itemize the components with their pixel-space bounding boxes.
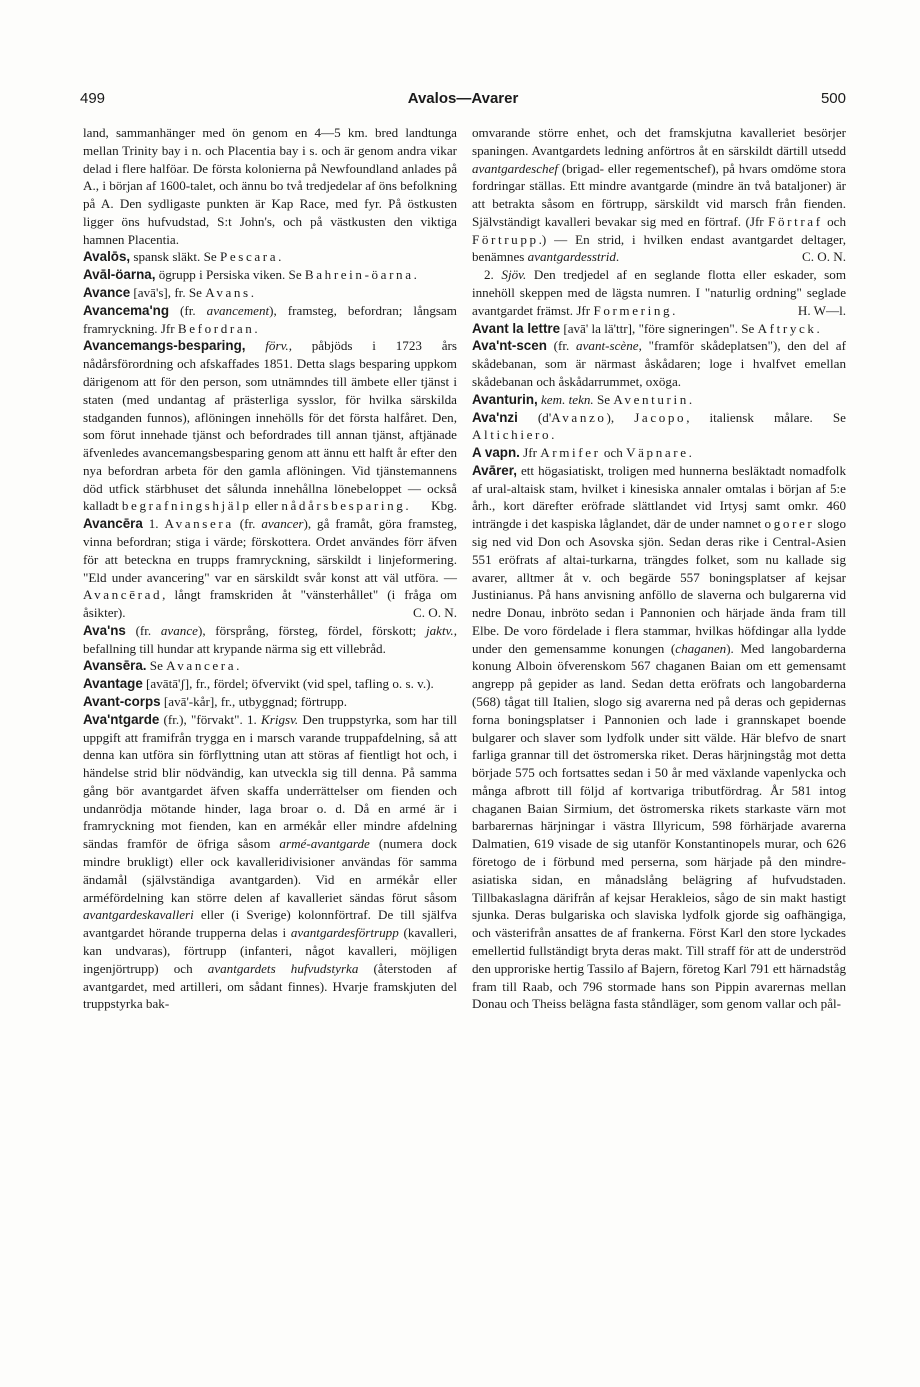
entry-avans: Ava'ns (fr. avance), försprång, försteg, fördel, förskott; jaktv., befallning till hundar att krypande närma sig ett villebråd.	[83, 622, 457, 656]
cross-reference: Avancērad	[83, 587, 163, 603]
entry-avanturin: Avanturin, kem. tekn. Se Aventurin.	[472, 391, 693, 407]
continued-paragraph: land, sammanhänger med ön genom en 4—5 km. bred landtunga mellan Trinity bay i n. och Placentia bay i s. och är genom andra vikar delad i flere halföar. De första kolonierna på Newfoundland anlades på A., i början af 1600-talet, och ännu bo två tredjedelar af öns befolkning på A. Den sydligaste punkten är Kap Race, med fyr. På östkusten ligger öns hufvudstad, S:t John's, och på västkusten den viktiga hamnen Placentia.	[83, 125, 457, 247]
page-number-left: 499	[80, 90, 106, 107]
cross-reference: Förtrupp	[472, 231, 539, 247]
headword: Avanturin,	[472, 391, 538, 407]
cross-reference: Befordran	[177, 320, 255, 336]
cross-reference: ogorer	[764, 516, 815, 532]
entry-avantage: Avantage [avātā'ʃ], fr., fördel; öfvervikt (vid spel, tafling o. s. v.).	[83, 676, 434, 692]
cross-reference: Pescara	[219, 249, 279, 265]
entry-avance: Avance [avā's], fr. Se Avans.	[83, 285, 255, 301]
cross-reference: nådårsbesparing	[281, 498, 406, 514]
entry-avancemang: Avancema'ng (fr. avancement), framsteg, befordran; långsam framryckning. Jfr Befordran.	[83, 302, 457, 336]
cross-reference: Väpnare	[626, 445, 689, 461]
cross-reference: Avansera	[164, 516, 234, 532]
entry-a-vapn: A vapn. Jfr Armifer och Väpnare.	[472, 445, 692, 461]
cross-reference: Altichiero	[472, 427, 552, 443]
entry-avantgarde: Ava'ntgarde (fr.), "förvakt". 1. Krigsv. Den truppstyrka, som har till uppgift att framifrån trygga en i marsch varande truppafdelning, så att denna kan utföra sin förflyttning utan att störas af fientligt hot och, i händelse strid blir nödvändig, kan utveckla sig till denna. På samma gång bör avantgardet äfven skaffa underrättelser om fienden och undanrödja mötande hinder, laga broar o. d. Då en armé är i framryckning mot fienden, kan en armékår eller mindre afdelning sändas framför de öfriga såsom armé-avantgarde (numera dock mindre brukligt) eller ock kavalleridivisioner användas för samma ändamål (självständiga avantgarden). Vid en armékår eller arméfördelning kan större delen af kavalleriet sändas förut såsom avantgardeskavalleri eller (i Sverige) kolonnförtraf. De till själfva avantgardet hörande trupperna delas i avantgardesförtrupp (kavalleri, kan undvaras), förtrupp (infanteri, något kavalleri, möjligen ingenjörtrupp) och avantgardets hufvudstyrka (återstoden af avantgardet, med artilleri, om sådant finnes). Hvarje framskjuten del truppstyrka bak-	[83, 711, 457, 1012]
headword: Avāl-öarna,	[83, 267, 156, 283]
cross-reference: Avanzo	[551, 409, 607, 425]
headword: Avant la lettre	[472, 320, 561, 336]
headword: Avancemangs-besparing,	[83, 338, 246, 354]
continued-paragraph: omvarande större enhet, och det framskjutna kavalleriet besörjer spaningen. Avantgardets ledning anförtros åt en särskildt därtill utsedd avantgardeschef (brigad- eller regementschef), på hvars omdöme stora fordringar ställas. Ett mindre avantgarde (mindre än två bataljoner) är att betrakta såsom en förtrupp, särskildt vid marsch från fienden. Självständigt kavalleri bevakar sig med en förtraf. (Jfr Förtraf och Förtrupp.) — En strid, i hvilken endast avantgardet deltager, benämnes avantgardesstrid. C. O. N.	[472, 125, 847, 265]
cross-reference: Avans	[205, 285, 251, 301]
sense-sjov: 2. Sjöv. Den tredjedel af en seglande flotta eller eskader, som innehöll skeppen med de lägsta numren. I "naturlig ordning" seglade avantgardet främst. Jfr Formering. H. W—l.	[472, 267, 847, 318]
headword: Ava'ntgarde	[83, 711, 160, 727]
entry-avanzi: Ava'nzi (d'Avanzo), Jacopo, italiensk målare. Se Altichiero.	[472, 409, 846, 443]
entry-avant-corps: Avant-corps [avā'-kår], fr., utbyggnad; förtrupp.	[83, 694, 347, 709]
headword: Avansēra.	[83, 658, 147, 674]
cross-reference: Bahrein-öarna	[304, 267, 414, 283]
entry-avancemangs-besparing: Avancemangs-besparing, förv., påbjöds i 1723 års nådårsförordning och afskaffades 1851. Detta slags besparing uppkom därigenom att för den person, som utnämndes till ämbete eller tjänst i staten (med undantag af prästerliga sysslor, för hvilka särskilda stadganden funnos), aflöningen innehölls för det första halfåret. Den, som förut innehade tjänst och befordrades till annan tjänst, aftjänade äfvenledes avancemangsbesparing genom att ännu ett halft år efter den nya befordran arbeta för den gamla aflöningen. Vid tjänstemannens död utfick stärbhuset det sålunda innehållna lönebeloppet — också kalladt begrafningshjälp eller nådårsbesparing. Kbg.	[83, 338, 457, 514]
headword: Avant-corps	[83, 694, 161, 709]
entry-avancera: Avancēra 1. Avansera (fr. avancer), gå framåt, göra framsteg, vinna befordran; stiga i värde; förskottera. Ordet användes förr äfven för att beteckna en trupps framryckning, särskildt i linjeformering. "Eld under avancering" var en särskildt svår konst att väl utföra. — Avancērad, långt framskriden åt "vänsterhållet" (i fråga om åsikter). C. O. N.	[83, 516, 458, 621]
author-signature: C. O. N.	[412, 605, 457, 621]
entry-avalos: Avalōs, spansk släkt. Se Pescara.	[83, 249, 282, 265]
headword: Avantage	[83, 676, 143, 692]
author-signature: H. W—l.	[797, 302, 846, 318]
headword: Avance	[83, 285, 131, 301]
cross-reference: begrafningshjälp	[121, 498, 252, 514]
left-column	[83, 124, 457, 1013]
headword: A vapn.	[472, 445, 520, 461]
entry-aval-oarna: Avāl-öarna, ögrupp i Persiska viken. Se Bahrein-öarna.	[83, 267, 417, 283]
running-head: Avalos—Avarer	[407, 90, 519, 107]
entry-avarer: Avārer, ett högasiatiskt, troligen med hunnerna besläktadt nomadfolk af ural-altaisk stam, hvilket i kinesiska annaler omtalas i början af 5:e årh., kort därefter eröfrade slättlandet vid Irtysj samt omkr. 460 inträngde i det kaspiska låglandet, där de under namnet ogorer slogo sig ned vid Don och Asovska sjön. Sedan deras rike i Central-Asien 551 eröfrats af altai-turkarna, trängdes folket, som nu kallade sig avarer, alltmer åt v. och begärde 557 boningsplatser af kejsar Justinianus. På hans anvisning anföllo de slaverna och bulgarerna vid nedre Donau, inbröto sedan i Pannonien och härjade ända fram till Elbe. De voro fördelade i flera stammar, hvilkas höfdingar alla lydde under den gemensamme konungen (chaganen). Med langobarderna konung Alboin öfverenskom 567 chaganen Baian om ett gemensamt angrepp på gepider as land. Sedan detta eröfrats och langobarderna (568) tågat till Italien, slogo sig avarerna ned på deras och gepidernas forna boningsplatser i Pannonien och lade i grannskapet boende bulgarer och slaver som lydfolk under sitt välde. Här blefvo de snart farliga grannar till det östromerska riket. Deras härjningståg mot detta började 575 och fortsattes sedan i 50 år med växlande vapenlycka och många afbrott till följd af kortvariga tributfördrag. År 581 intog chaganen Baian Sirmium, det östromerska rikets starkaste värn mot barbarernas härjningar i västra Illyricum, 598 förhärjade avarerna Dalmatien, 619 visade de sig utanför Konstantinopels murar, och 626 företogo de i förbund med perserna, som härjade på den mindre-asiatiska sidan, en månadslång belägring af hufvudstaden. Tillbakaslagna därifrån af kejsar Herakleios, sågo de sin makt hastigt sjunka. Deras bulgariska och slaviska lydfolk gjorde sig oafhängiga, och västerifrån ansattes de af frankerna. Först Karl den store lyckades emellertid fullständigt bryta deras makt. Till straff för att de underströd den upproriske hertig Tassilo af Bajern, företog Karl 791 ett härnadståg fram till Raab, och 796 stormade hans son Pippin avarernas mellan Donau och Theiss belägna fasta ståndläger, som genom vallar och pål-	[472, 462, 846, 1012]
headword: Ava'nzi	[472, 409, 518, 425]
headword: Avalōs,	[83, 249, 131, 265]
cross-reference: Jacopo	[634, 409, 687, 425]
cross-reference: Avancera	[166, 658, 237, 674]
author-signature: Kbg.	[431, 498, 457, 514]
author-signature: C. O. N.	[801, 249, 846, 265]
headword: Ava'nt-scen	[472, 338, 547, 354]
page-number-right: 500	[820, 90, 846, 107]
right-column	[472, 124, 846, 1013]
entry-avant-la-lettre: Avant la lettre [avā' la lä'ttr], "före signeringen". Se Aftryck.	[472, 320, 820, 336]
page-header	[80, 90, 846, 112]
entry-avant-scen: Ava'nt-scen (fr. avant-scène, "framför skådeplatsen"), den del af skådebanan, som är närmast åskådaren; loge i hvalfvet emellan skådebanan och åskådarrummet, oxöga.	[472, 338, 846, 389]
cross-reference: Armifer	[540, 445, 601, 461]
cross-reference: Aftryck	[757, 320, 817, 336]
cross-reference: Aventurin	[613, 391, 689, 407]
headword: Avancēra	[83, 516, 143, 532]
headword: Avancema'ng	[83, 302, 170, 318]
headword: Avārer,	[472, 462, 517, 478]
cross-reference: Förtraf	[768, 213, 823, 229]
cross-reference: Formering	[593, 302, 673, 318]
entry-avansera: Avansēra. Se Avancera.	[83, 658, 240, 674]
headword: Ava'ns	[83, 622, 126, 638]
